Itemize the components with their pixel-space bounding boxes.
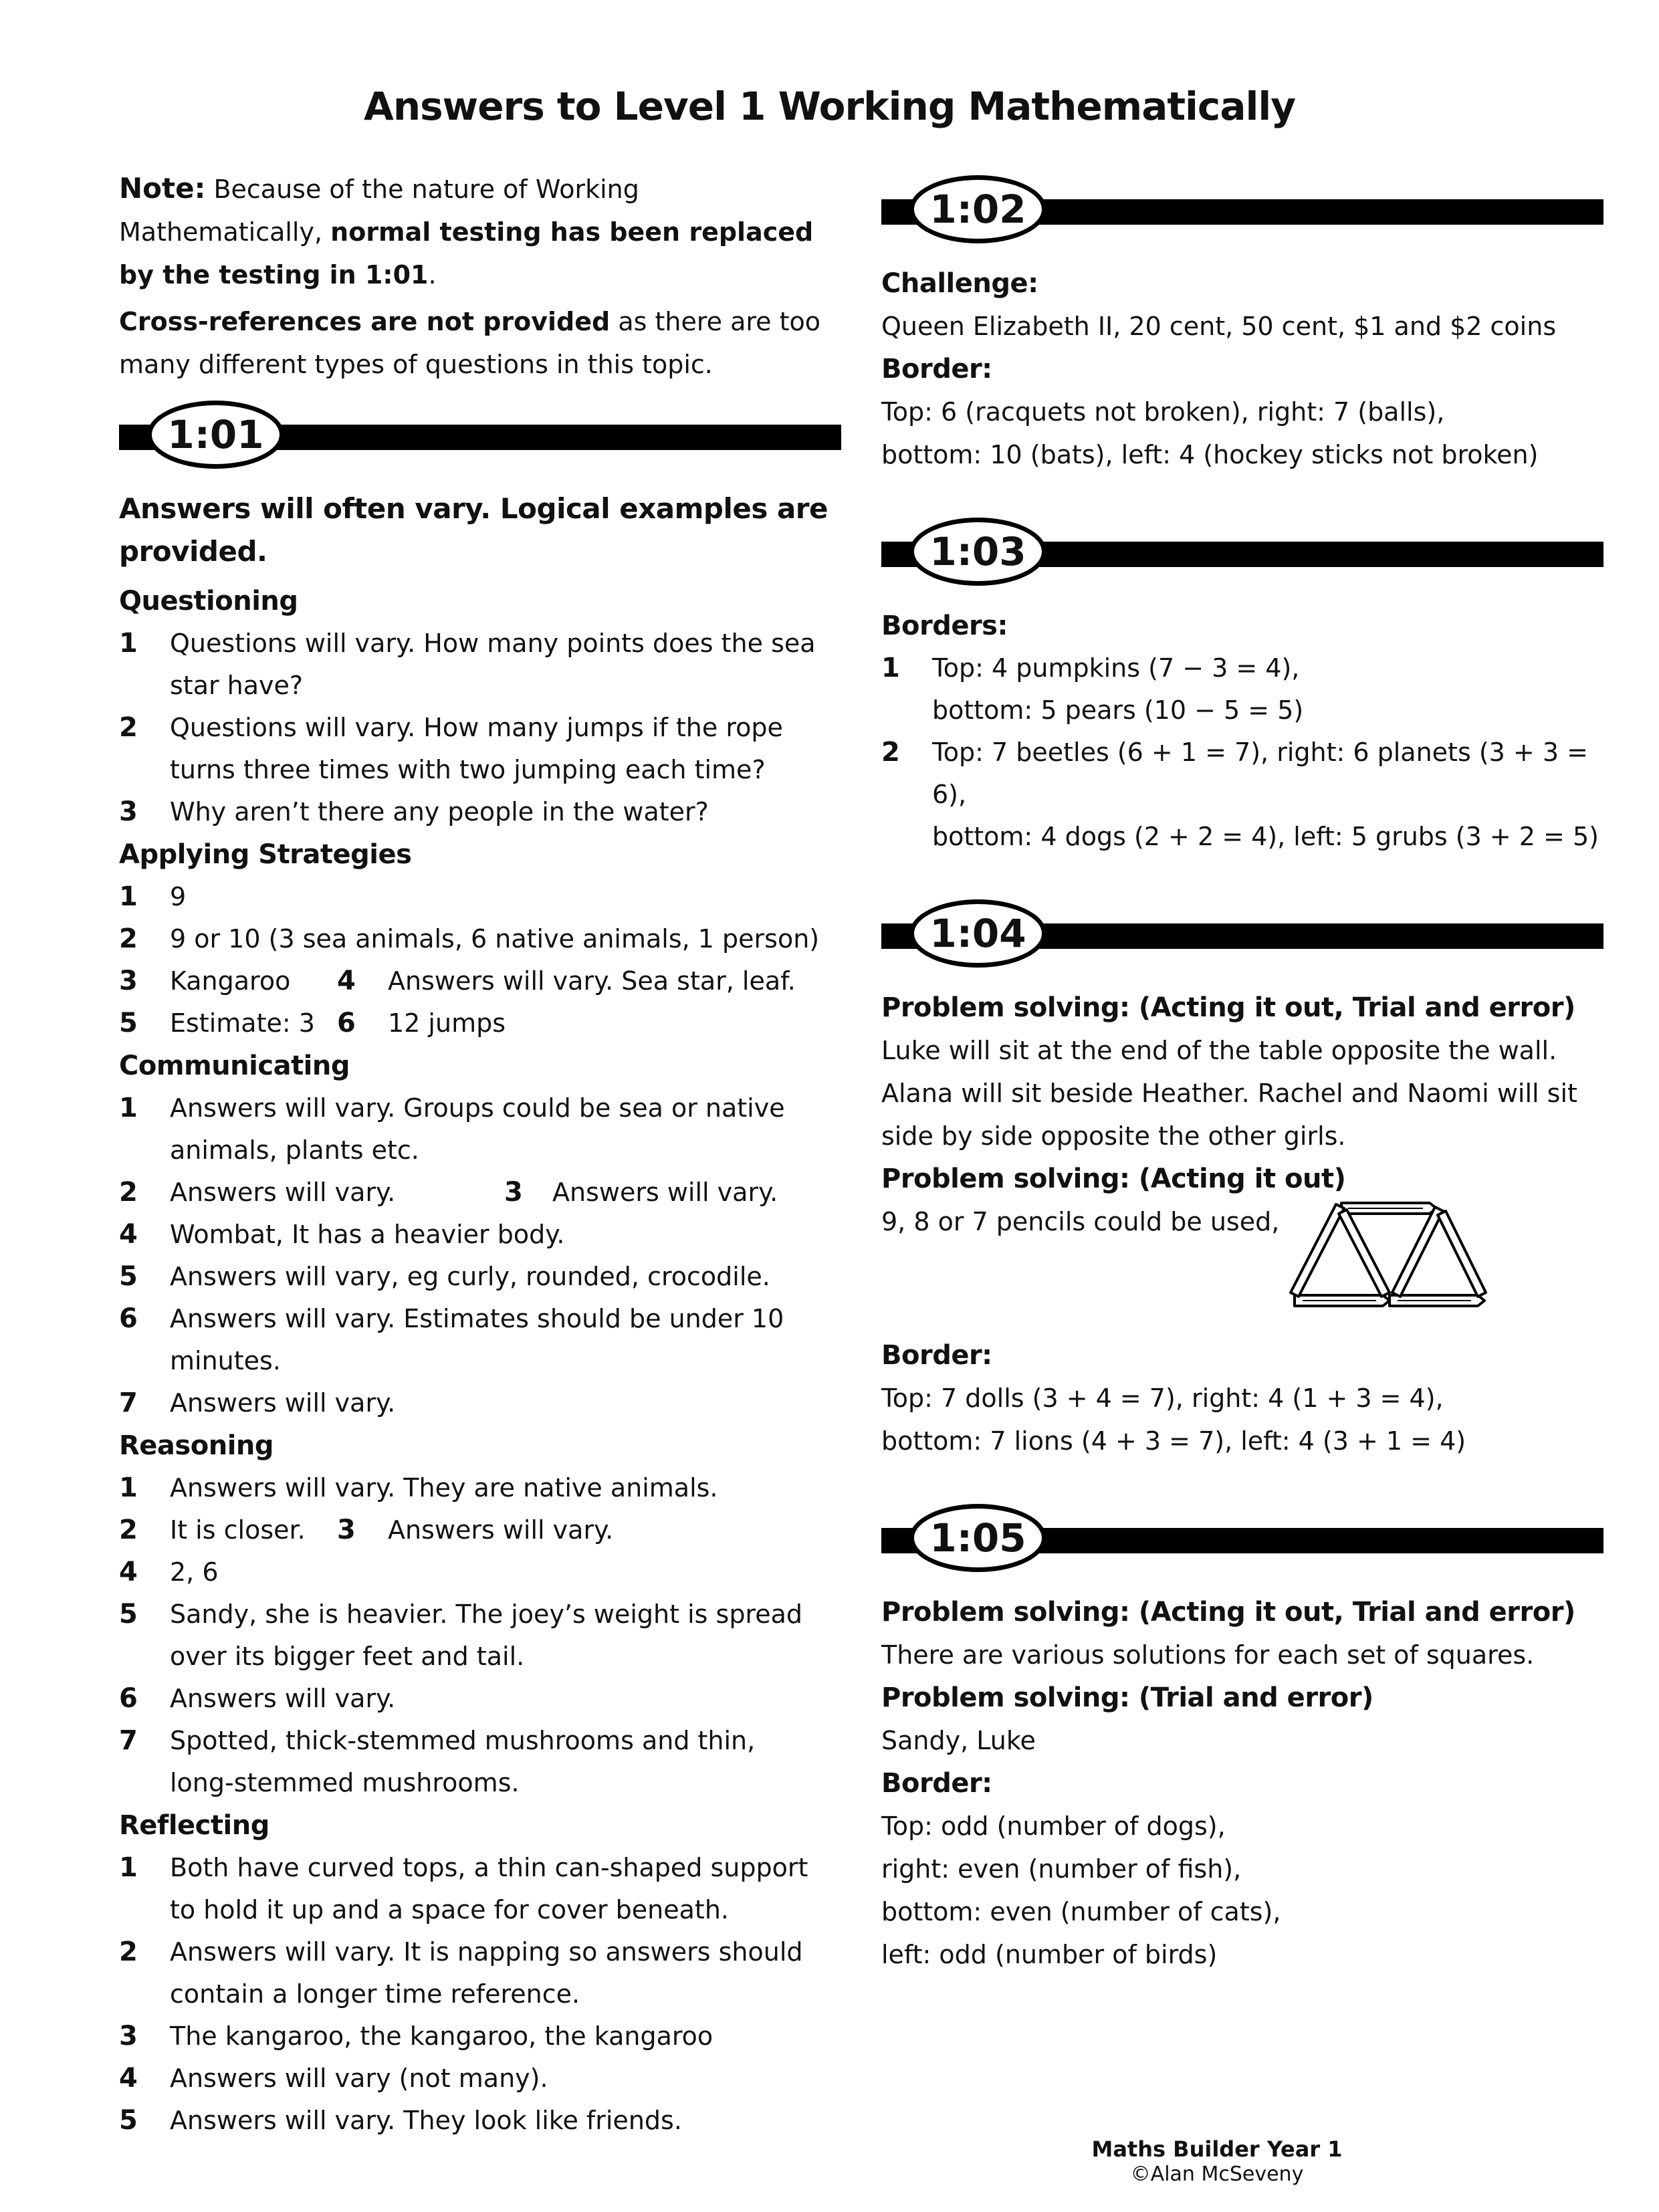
border-line: bottom: 7 lions (4 + 3 = 7), left: 4 (3 + 1 = 4): [881, 1426, 1466, 1456]
cross-bold-text: Cross-references are not provided: [119, 307, 611, 336]
cross-text: as there are too many different types of questions in this topic.: [119, 307, 821, 379]
list-item: [119, 1931, 841, 2015]
list-item-pair: [119, 1172, 841, 1214]
item-number: 3: [119, 966, 138, 996]
challenge-heading: Challenge:: [881, 268, 1038, 299]
list-item: [119, 2100, 841, 2142]
list-item: [119, 623, 841, 707]
item-number: 4: [119, 2063, 138, 2094]
item-number: 4: [119, 1557, 138, 1587]
section-label: 1:01: [147, 401, 284, 469]
item-number: 2: [119, 1515, 138, 1545]
item-text-cont: animals, plants etc.: [170, 1135, 419, 1165]
item-number: 5: [119, 1261, 138, 1292]
item-text: Why aren’t there any people in the water?: [170, 797, 709, 826]
item-text: Spotted, thick-stemmed mushrooms and thin,: [170, 1726, 756, 1755]
item-text: Answers will vary.: [388, 1515, 614, 1545]
item-text: Wombat, It has a heavier body.: [170, 1220, 565, 1249]
list-item-pair: [119, 1509, 841, 1551]
list-item: [119, 1720, 841, 1804]
item-number: 1: [119, 881, 138, 912]
item-text-cont: long-stemmed mushrooms.: [170, 1768, 520, 1797]
section-label: 1:03: [909, 518, 1046, 586]
list-item: [119, 1382, 841, 1424]
item-text: Kangaroo: [170, 966, 291, 996]
list-item: [119, 1214, 841, 1256]
page-title: Answers to Level 1 Working Mathematically: [363, 84, 1296, 129]
item-text: Top: 4 pumpkins (7 − 3 = 4),: [932, 653, 1300, 683]
list-item: [119, 2015, 841, 2058]
list-item-pair: [119, 960, 841, 1002]
list-item: [881, 647, 1603, 732]
border-line: Top: 6 (racquets not broken), right: 7 (balls),: [881, 397, 1445, 427]
list-item: [119, 1087, 841, 1172]
item-number: 2: [119, 712, 138, 743]
item-number: 5: [119, 1599, 138, 1630]
item-text: Questions will vary. How many points does the sea: [170, 629, 816, 658]
note-bold-text: normal testing has been replaced by the testing in 1:01: [119, 217, 814, 290]
list-item: [119, 1551, 841, 1593]
item-text-cont: to hold it up and a space for cover beneath.: [170, 1895, 729, 1924]
item-text-cont: over its bigger feet and tail.: [170, 1642, 525, 1671]
item-number: 6: [337, 1008, 356, 1038]
item-number: 6: [119, 1683, 138, 1714]
item-text: Questions will vary. How many jumps if the rope: [170, 713, 783, 742]
item-text: It is closer.: [170, 1515, 306, 1545]
item-text: Answers will vary, eg curly, rounded, crocodile.: [170, 1262, 770, 1291]
list-item: [119, 1256, 841, 1298]
section-banner-1-05: [881, 1501, 1603, 1573]
note-end: .: [428, 260, 437, 290]
item-text: Answers will vary. Estimates should be under 10: [170, 1304, 784, 1333]
item-number: 1: [119, 1093, 138, 1123]
item-text: Answers will vary.: [170, 1178, 396, 1207]
item-text: Sandy, she is heavier. The joey’s weight is spread: [170, 1599, 803, 1629]
applying-strategies-heading: Applying Strategies: [119, 839, 412, 870]
item-number: 1: [881, 653, 900, 683]
item-number: 7: [119, 1388, 138, 1418]
item-number: 2: [119, 1177, 138, 1208]
note-label: Note:: [119, 172, 206, 205]
item-text: Estimate: 3: [170, 1008, 315, 1038]
section-heading: Answers will often vary. Logical examples are provided.: [119, 492, 828, 568]
border-line: bottom: even (number of cats),: [881, 1897, 1281, 1926]
item-number: 3: [504, 1177, 523, 1208]
section-label: 1:02: [909, 175, 1046, 243]
footer-book-title: Maths Builder Year 1: [1091, 2136, 1343, 2162]
item-number: 7: [119, 1725, 138, 1756]
answer-line: Alana will sit beside Heather. Rachel and Naomi will sit: [881, 1079, 1577, 1108]
reflecting-heading: Reflecting: [119, 1810, 269, 1841]
pencils-answer: [881, 1200, 1603, 1334]
item-number: 2: [119, 923, 138, 954]
list-item-pair: [119, 1002, 841, 1044]
list-item: [119, 1467, 841, 1509]
list-item: [881, 732, 1603, 858]
item-text: Answers will vary.: [170, 1684, 396, 1713]
section-banner-1-04: [881, 897, 1603, 969]
item-number: 6: [119, 1303, 138, 1334]
item-text: The kangaroo, the kangaroo, the kangaroo: [170, 2021, 713, 2051]
item-text: Answers will vary (not many).: [170, 2064, 548, 2093]
item-text: 2, 6: [170, 1557, 219, 1587]
item-number: 5: [119, 2105, 138, 2136]
list-item: [119, 2058, 841, 2100]
border-heading: Border:: [881, 1340, 992, 1371]
item-text: Answers will vary. Groups could be sea or native: [170, 1093, 785, 1123]
item-text-cont: star have?: [170, 671, 304, 700]
border-line: left: odd (number of birds): [881, 1940, 1218, 1969]
footer-copyright: ©Alan McSeveny: [1130, 2163, 1304, 2186]
item-number: 4: [119, 1219, 138, 1250]
list-item: [119, 1678, 841, 1720]
item-text: Answers will vary. They are native animals.: [170, 1473, 718, 1503]
item-text-cont: bottom: 4 dogs (2 + 2 = 4), left: 5 grubs (3 + 2 = 5): [932, 822, 1599, 851]
borders-heading: Borders:: [881, 611, 1008, 641]
list-item: [119, 1593, 841, 1678]
reasoning-heading: Reasoning: [119, 1430, 274, 1461]
list-item: [119, 1298, 841, 1382]
item-number: 4: [337, 966, 356, 996]
border-line: bottom: 10 (bats), left: 4 (hockey sticks not broken): [881, 440, 1539, 469]
item-number: 2: [881, 737, 900, 768]
section-banner-1-03: [881, 515, 1603, 587]
page-footer: [1077, 2136, 1357, 2187]
note-paragraph: [119, 167, 841, 296]
note-text: Because of the nature of Working Mathematically,: [119, 175, 639, 247]
cross-reference-paragraph: [119, 300, 841, 386]
right-column: [881, 167, 1603, 1976]
list-item: [119, 1847, 841, 1931]
item-text: Answers will vary.: [552, 1178, 778, 1207]
answer-line: side by side opposite the other girls.: [881, 1121, 1346, 1151]
communicating-heading: Communicating: [119, 1050, 350, 1081]
item-text: Top: 7 beetles (6 + 1 = 7), right: 6 planets (3 + 3 = 6),: [932, 738, 1588, 809]
section-label: 1:05: [909, 1504, 1046, 1572]
item-text: Answers will vary.: [170, 1388, 396, 1418]
answer-line: Luke will sit at the end of the table opposite the wall.: [881, 1036, 1557, 1065]
list-item: [119, 791, 841, 833]
section-label: 1:04: [909, 899, 1046, 968]
list-item: [119, 876, 841, 918]
item-text: 12 jumps: [388, 1008, 506, 1038]
item-text: Answers will vary. They look like friends.: [170, 2106, 682, 2135]
item-text-cont: contain a longer time reference.: [170, 1979, 580, 2009]
problem-solving-heading: Problem solving: (Acting it out, Trial and error): [881, 992, 1575, 1023]
answer-line: 9, 8 or 7 pencils could be used,: [881, 1207, 1280, 1236]
item-text: Answers will vary. Sea star, leaf.: [388, 966, 796, 996]
problem-solving-heading: Problem solving: (Acting it out, Trial and error): [881, 1597, 1575, 1628]
answer-line: There are various solutions for each set of squares.: [881, 1640, 1535, 1670]
item-text: 9: [170, 882, 187, 911]
challenge-text: Queen Elizabeth II, 20 cent, 50 cent, $1 and $2 coins: [881, 312, 1557, 341]
item-text-cont: bottom: 5 pears (10 − 5 = 5): [932, 695, 1304, 725]
list-item: [119, 707, 841, 791]
item-number: 1: [119, 1472, 138, 1503]
item-text: Both have curved tops, a thin can-shaped support: [170, 1853, 808, 1882]
problem-solving-heading: Problem solving: (Acting it out): [881, 1164, 1346, 1194]
item-number: 5: [119, 1008, 138, 1038]
item-text-cont: minutes.: [170, 1346, 281, 1375]
border-heading: Border:: [881, 1768, 992, 1799]
border-heading: Border:: [881, 354, 992, 384]
item-number: 1: [119, 1852, 138, 1883]
item-number: 2: [119, 1937, 138, 1967]
item-number: 1: [119, 628, 138, 659]
list-item: [119, 918, 841, 960]
section-banner-1-02: [881, 173, 1603, 245]
border-line: Top: 7 dolls (3 + 4 = 7), right: 4 (1 + 3 = 4),: [881, 1384, 1444, 1413]
questioning-heading: Questioning: [119, 586, 298, 617]
item-number: 3: [119, 2021, 138, 2052]
item-number: 3: [119, 796, 138, 827]
section-banner-1-01: [119, 398, 841, 470]
border-line: right: even (number of fish),: [881, 1854, 1242, 1884]
pencil-triangles-illustration: [1283, 1195, 1490, 1315]
item-number: 3: [337, 1515, 356, 1545]
item-text: Answers will vary. It is napping so answers should: [170, 1937, 803, 1967]
border-line: Top: odd (number of dogs),: [881, 1811, 1226, 1841]
item-text: 9 or 10 (3 sea animals, 6 native animals, 1 person): [170, 924, 820, 954]
left-column: [119, 167, 841, 2142]
problem-solving-heading: Problem solving: (Trial and error): [881, 1682, 1373, 1713]
answer-line: Sandy, Luke: [881, 1726, 1036, 1755]
item-text-cont: turns three times with two jumping each time?: [170, 755, 766, 784]
